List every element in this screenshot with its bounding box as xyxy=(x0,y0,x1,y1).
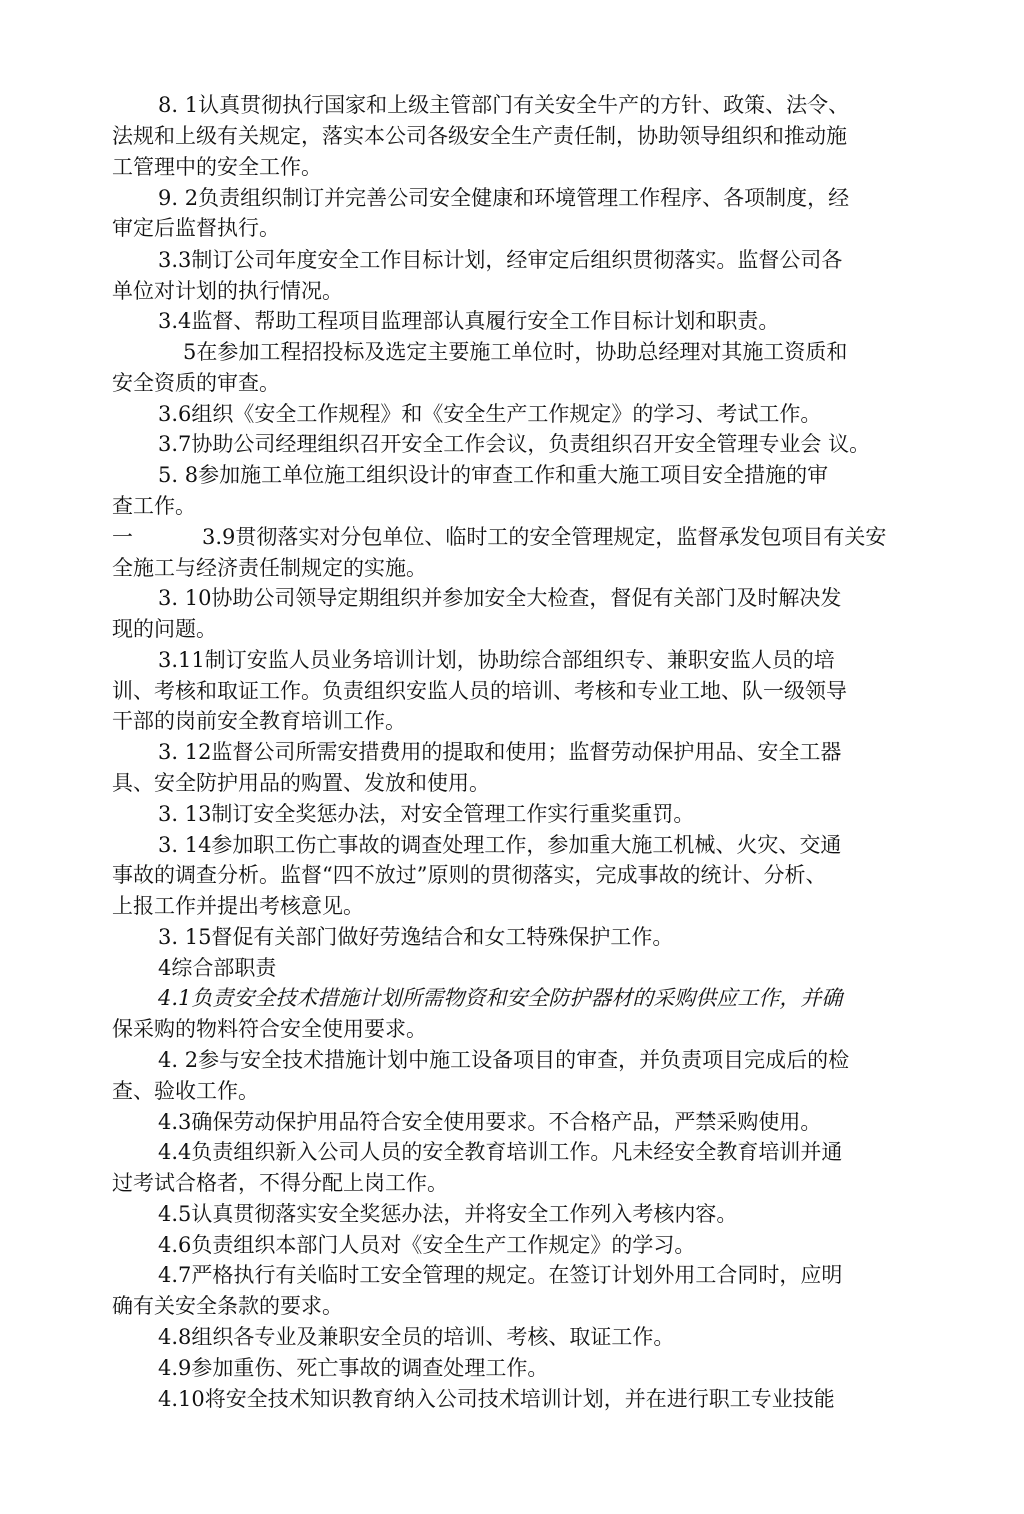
text-line: 安全资质的审查。 xyxy=(112,371,280,395)
text-line: 4. 2参与安全技术措施计划中施工设备项目的审查，并负责项目完成后的检 xyxy=(158,1048,850,1072)
text-line: 事故的调查分析。监督“四不放过”原则的贯彻落实，完成事故的统计、分析、 xyxy=(112,863,827,887)
text-line: 保采购的物料符合安全使用要求。 xyxy=(112,1017,427,1041)
text-line: 3.7协助公司经理组织召开安全工作会议，负责组织召开安全管理专业会 议。 xyxy=(158,432,871,456)
text-line: 训、考核和取证工作。负责组织安监人员的培训、考核和专业工地、队一级领导 xyxy=(112,679,847,703)
text-line: 9. 2负责组织制订并完善公司安全健康和环境管理工作程序、各项制度，经 xyxy=(158,186,850,210)
text-line: 5. 8参加施工单位施工组织设计的审查工作和重大施工项目安全措施的审 xyxy=(158,463,829,487)
text-line: 单位对计划的执行情况。 xyxy=(112,279,343,303)
text-line: 4.10将安全技术知识教育纳入公司技术培训计划，并在进行职工专业技能 xyxy=(158,1387,835,1411)
text-line: 法规和上级有关规定，落实本公司各级安全生产责任制，协助领导组织和推动施 xyxy=(112,124,847,148)
text-line: 3.6组织《安全工作规程》和《安全生产工作规定》的学习、考试工作。 xyxy=(158,402,822,426)
text-line: 5在参加工程招投标及选定主要施工单位时，协助总经理对其施工资质和 xyxy=(183,340,848,364)
text-line: 现的问题。 xyxy=(112,617,217,641)
text-line: 3.9贯彻落实对分包单位、临时工的安全管理规定，监督承发包项目有关安 xyxy=(202,525,887,549)
text-line: 3. 14参加职工伤亡事故的调查处理工作，参加重大施工机械、火灾、交通 xyxy=(158,833,842,857)
text-line: 8. 1认真贯彻执行国家和上级主管部门有关安全牛产的方针、政策、法令、 xyxy=(158,93,850,117)
text-line: 审定后监督执行。 xyxy=(112,216,280,240)
text-line: 4综合部职责 xyxy=(158,956,277,980)
text-line: 具、安全防护用品的购置、发放和使用。 xyxy=(112,771,490,795)
text-line: 3. 10协助公司领导定期组织并参加安全大检查，督促有关部门及时解决发 xyxy=(158,586,842,610)
text-line: 4.4负责组织新入公司人员的安全教育培训工作。凡未经安全教育培训并通 xyxy=(158,1140,843,1164)
text-line: 查、验收工作。 xyxy=(112,1079,259,1103)
text-line: 4.3确保劳动保护用品符合安全使用要求。不合格产品，严禁采购使用。 xyxy=(158,1110,822,1134)
text-line: 3. 13制订安全奖惩办法，对安全管理工作实行重奖重罚。 xyxy=(158,802,695,826)
text-line: 干部的岗前安全教育培训工作。 xyxy=(112,709,406,733)
text-line: 4.5认真贯彻落实安全奖惩办法，并将安全工作列入考核内容。 xyxy=(158,1202,738,1226)
text-line: 4.9参加重伤、死亡事故的调查处理工作。 xyxy=(158,1356,549,1380)
text-line: 查工作。 xyxy=(112,494,196,518)
text-line: 3.4监督、帮助工程项目监理部认真履行安全工作目标计划和职责。 xyxy=(158,309,780,333)
text-line: 4.6负责组织本部门人员对《安全生产工作规定》的学习。 xyxy=(158,1233,696,1257)
text-line: 上报工作并提出考核意见。 xyxy=(112,894,364,918)
text-line: 3. 12监督公司所需安措费用的提取和使用；监督劳动保护用品、安全工器 xyxy=(158,740,842,764)
text-line: 工管理中的安全工作。 xyxy=(112,155,322,179)
text-line: 4.7严格执行有关临时工安全管理的规定。在签订计划外用工合同时，应明 xyxy=(158,1263,843,1287)
text-line: 全施工与经济责任制规定的实施。 xyxy=(112,556,427,580)
text-line: 3.3制订公司年度安全工作目标计划，经审定后组织贯彻落实。监督公司各 xyxy=(158,248,843,272)
text-line: 过考试合格者，不得分配上岗工作。 xyxy=(112,1171,448,1195)
text-line: 4.8组织各专业及兼职安全员的培训、考核、取证工作。 xyxy=(158,1325,675,1349)
text-line: 3. 15督促有关部门做好劳逸结合和女工特殊保护工作。 xyxy=(158,925,674,949)
text-line: 4.1负责安全技术措施计划所需物资和安全防护器材的采购供应工作，并确 xyxy=(158,986,843,1010)
text-line: 一 xyxy=(112,525,133,549)
text-line: 确有关安全条款的要求。 xyxy=(112,1294,343,1318)
text-line: 3.11制订安监人员业务培训计划，协助综合部组织专、兼职安监人员的培 xyxy=(158,648,835,672)
